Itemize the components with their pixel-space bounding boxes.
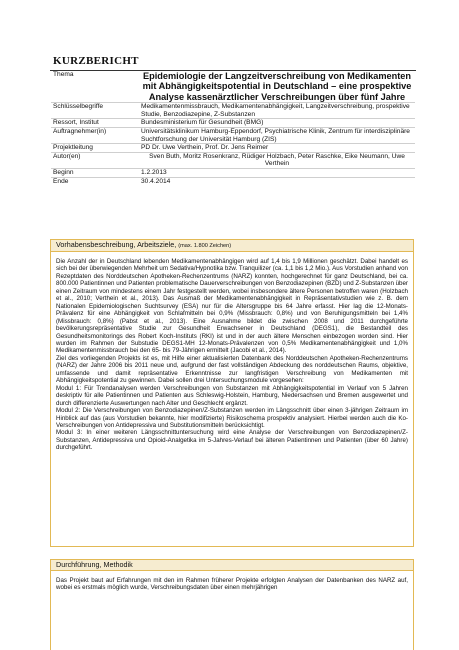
- project-description-section: [50, 239, 414, 547]
- metadata-value: Sven Buth, Moritz Rosenkranz, Rüdiger Holzbach, Peter Raschke, Eike Neumann, Uwe Verthein: [139, 152, 415, 168]
- paragraph: Modul 3: In einer weiteren Längsschnittuntersuchung wird eine Analyse der Verschreibungen von Benzodiazepinen/Z-Substanzen, Antidepressiva und Opioid-Analgetika im 5-Jahres-Verlauf bei älteren Patientinnen und Patienten (über 60 Jahre) durchgeführt.: [56, 429, 408, 452]
- paragraph: Modul 1: Für Trendanalysen werden Verschreibungen von Substanzen mit Abhängigkeitspotential im Verlauf von 5 Jahren deskriptiv für alle Patientinnen und Patienten aus Schleswig-Holstein, Hamburg, Niedersachsen und Bremen ausgewertet und durch differenzierte Auswertungen nach Alter und Geschlecht ergänzt.: [56, 384, 408, 407]
- metadata-table: [51, 71, 415, 185]
- metadata-label: Autor(en): [51, 152, 139, 168]
- metadata-row-contractor: [51, 128, 415, 144]
- metadata-label: Beginn: [51, 168, 139, 177]
- metadata-value: 1.2.2013: [139, 168, 415, 177]
- metadata-label: Ende: [53, 177, 69, 185]
- methodology-section: [50, 559, 414, 650]
- section-title: Durchführung, Methodik: [56, 560, 133, 569]
- section-header: Vorhabensbeschreibung, Arbeitsziele, (max. 1.800 Zeichen): [51, 240, 413, 252]
- metadata-row-end: [51, 177, 415, 185]
- section-body: [51, 571, 413, 592]
- metadata-value: Medikamentenmissbrauch, Medikamentenabhängigkeit, Langzeitverschreibung, prospektive Studie, Benzodiazepine, Z-Substanzen: [139, 103, 415, 119]
- section-header: [51, 560, 413, 571]
- section-body: [51, 252, 413, 452]
- metadata-row-start: [51, 168, 415, 177]
- metadata-row-lead: [51, 144, 415, 153]
- metadata-row-authors: [51, 152, 415, 168]
- section-note: (max. 1.800 Zeichen): [178, 243, 232, 249]
- metadata-label: Projektleitung: [51, 144, 139, 153]
- section-title: Vorhabensbeschreibung, Arbeitsziele: [56, 240, 175, 249]
- metadata-value: PD Dr. Uwe Verthein, Prof. Dr. Jens Reimer: [139, 144, 415, 153]
- metadata-row-topic: [51, 71, 415, 103]
- metadata-value: Bundesministerium für Gesundheit (BMG): [139, 119, 415, 128]
- project-title: Epidemiologie der Langzeitverschreibung von Medikamenten mit Abhängigkeitspotential in Deutschland – eine prospektive Analyse kassenärztlicher Verschreibungen über fünf Jahre: [139, 71, 415, 103]
- report-type-heading: KURZBERICHT: [53, 55, 139, 67]
- metadata-row-ministry: [51, 119, 415, 128]
- metadata-label: Auftragnehmer(in): [51, 128, 139, 144]
- metadata-label: Schlüsselbegriffe: [51, 103, 139, 119]
- metadata-label: Thema: [51, 71, 139, 103]
- paragraph: Ziel des vorliegenden Projekts ist es, mit Hilfe einer aktualisierten Datenbank des Norddeutschen Apotheken-Rechenzentrums (NARZ) der Jahre 2006 bis 2011 neue und, aufgrund der fast vollständigen Abdeckung des norddeutschen Raums, objektive, umfassende und damit repräsentative Erkenntnisse zur langfristigen Verschreibung von Medikamenten mit Abhängigkeitspotential zu gewinnen. Dabei sollen drei Untersuchungsmodule vorgesehen:: [56, 354, 408, 385]
- paragraph: Die Anzahl der in Deutschland lebenden Medikamentenabhängigen wird auf 1,4 bis 1,9 Millionen geschätzt. Dabei handelt es sich bei der überwiegenden Mehrheit um Sedativa/Hypnotika bzw. Tranquilizer (ca. 1,1 bis 1,2 Mio.). Aus Vorstudien anhand von Rezeptdaten des Norddeutschen Apotheken-Rechenzentrums (NARZ) konnten, hochgerechnet für ganz Deutschland, bei ca. 800.000 Patientinnen und Patienten problematische Dauerverschreibungen von Benzodiazepinen (BZD) und Z-Substanzen über einen Zeitraum von mindestens einem Jahr festgestellt werden, wobei insbesondere ältere Personen betroffen waren (Holzbach et al., 2010; Verthein et al., 2013). Das Ausmaß der Medikamentenabhängigkeit in Repräsentativstudien wie z. B. dem Nationalen Epidemiologischen Suchtsurvey (ESA) nur für die Altersgruppe bis 64 Jahre erfasst. Hier lag die 12-Monats-Prävalenz für eine Abhängigkeit von Schlafmitteln bei 0,9% (Missbrauch: 0,8%) und von Beruhigungsmitteln bei 1,4% (Missbrauch: 0,8%) (Pabst et al., 2013). Eine Ausnahme bildet die zwischen 2008 und 2011 durchgeführte bevölkerungsrepräsentative Studie zur Gesundheit Erwachsener in Deutschland (DEGS1), die Bestandteil des Gesundheitsmonitorings des Robert Koch-Instituts (RKI) ist und in der auch ältere Menschen einbezogen worden sind. Hier wurden im Rahmen der Substudie DEGS1-MH 12-Monats-Prävalenzen von 0,5% Medikamentenabhängigkeit und 1,0% Medikamentenmissbrauch bei den 65- bis 79-Jährigen ermittelt (Jacobi et al., 2014).: [56, 258, 408, 355]
- metadata-value: Universitätsklinikum Hamburg-Eppendorf, Psychiatrische Klinik, Zentrum für interdisziplinäre Suchtforschung der Universität Hamburg (ZIS): [139, 128, 415, 144]
- paragraph: Das Projekt baut auf Erfahrungen mit den im Rahmen früherer Projekte erfolgten Analysen der Datenbanken des NARZ auf, wobei es erstmals möglich wurde, Verschreibungsdaten über einen mehrjährigen: [56, 577, 408, 592]
- metadata-row-keywords: [51, 103, 415, 119]
- metadata-value: 30.4.2014: [141, 177, 171, 185]
- paragraph: Modul 2: Die Verschreibungen von Benzodiazepinen/Z-Substanzen werden im Längsschnitt über einen 3-jährigen Zeitraum im Hinblick auf das (aus Vorstudien bekannte, hier modifizierte) Risikoschema prospektiv analysiert. Hierbei werden auch die Ko-Verschreibungen von Antidepressiva und Substitutionsmitteln berücksichtigt.: [56, 407, 408, 429]
- metadata-label: Ressort, Institut: [51, 119, 139, 128]
